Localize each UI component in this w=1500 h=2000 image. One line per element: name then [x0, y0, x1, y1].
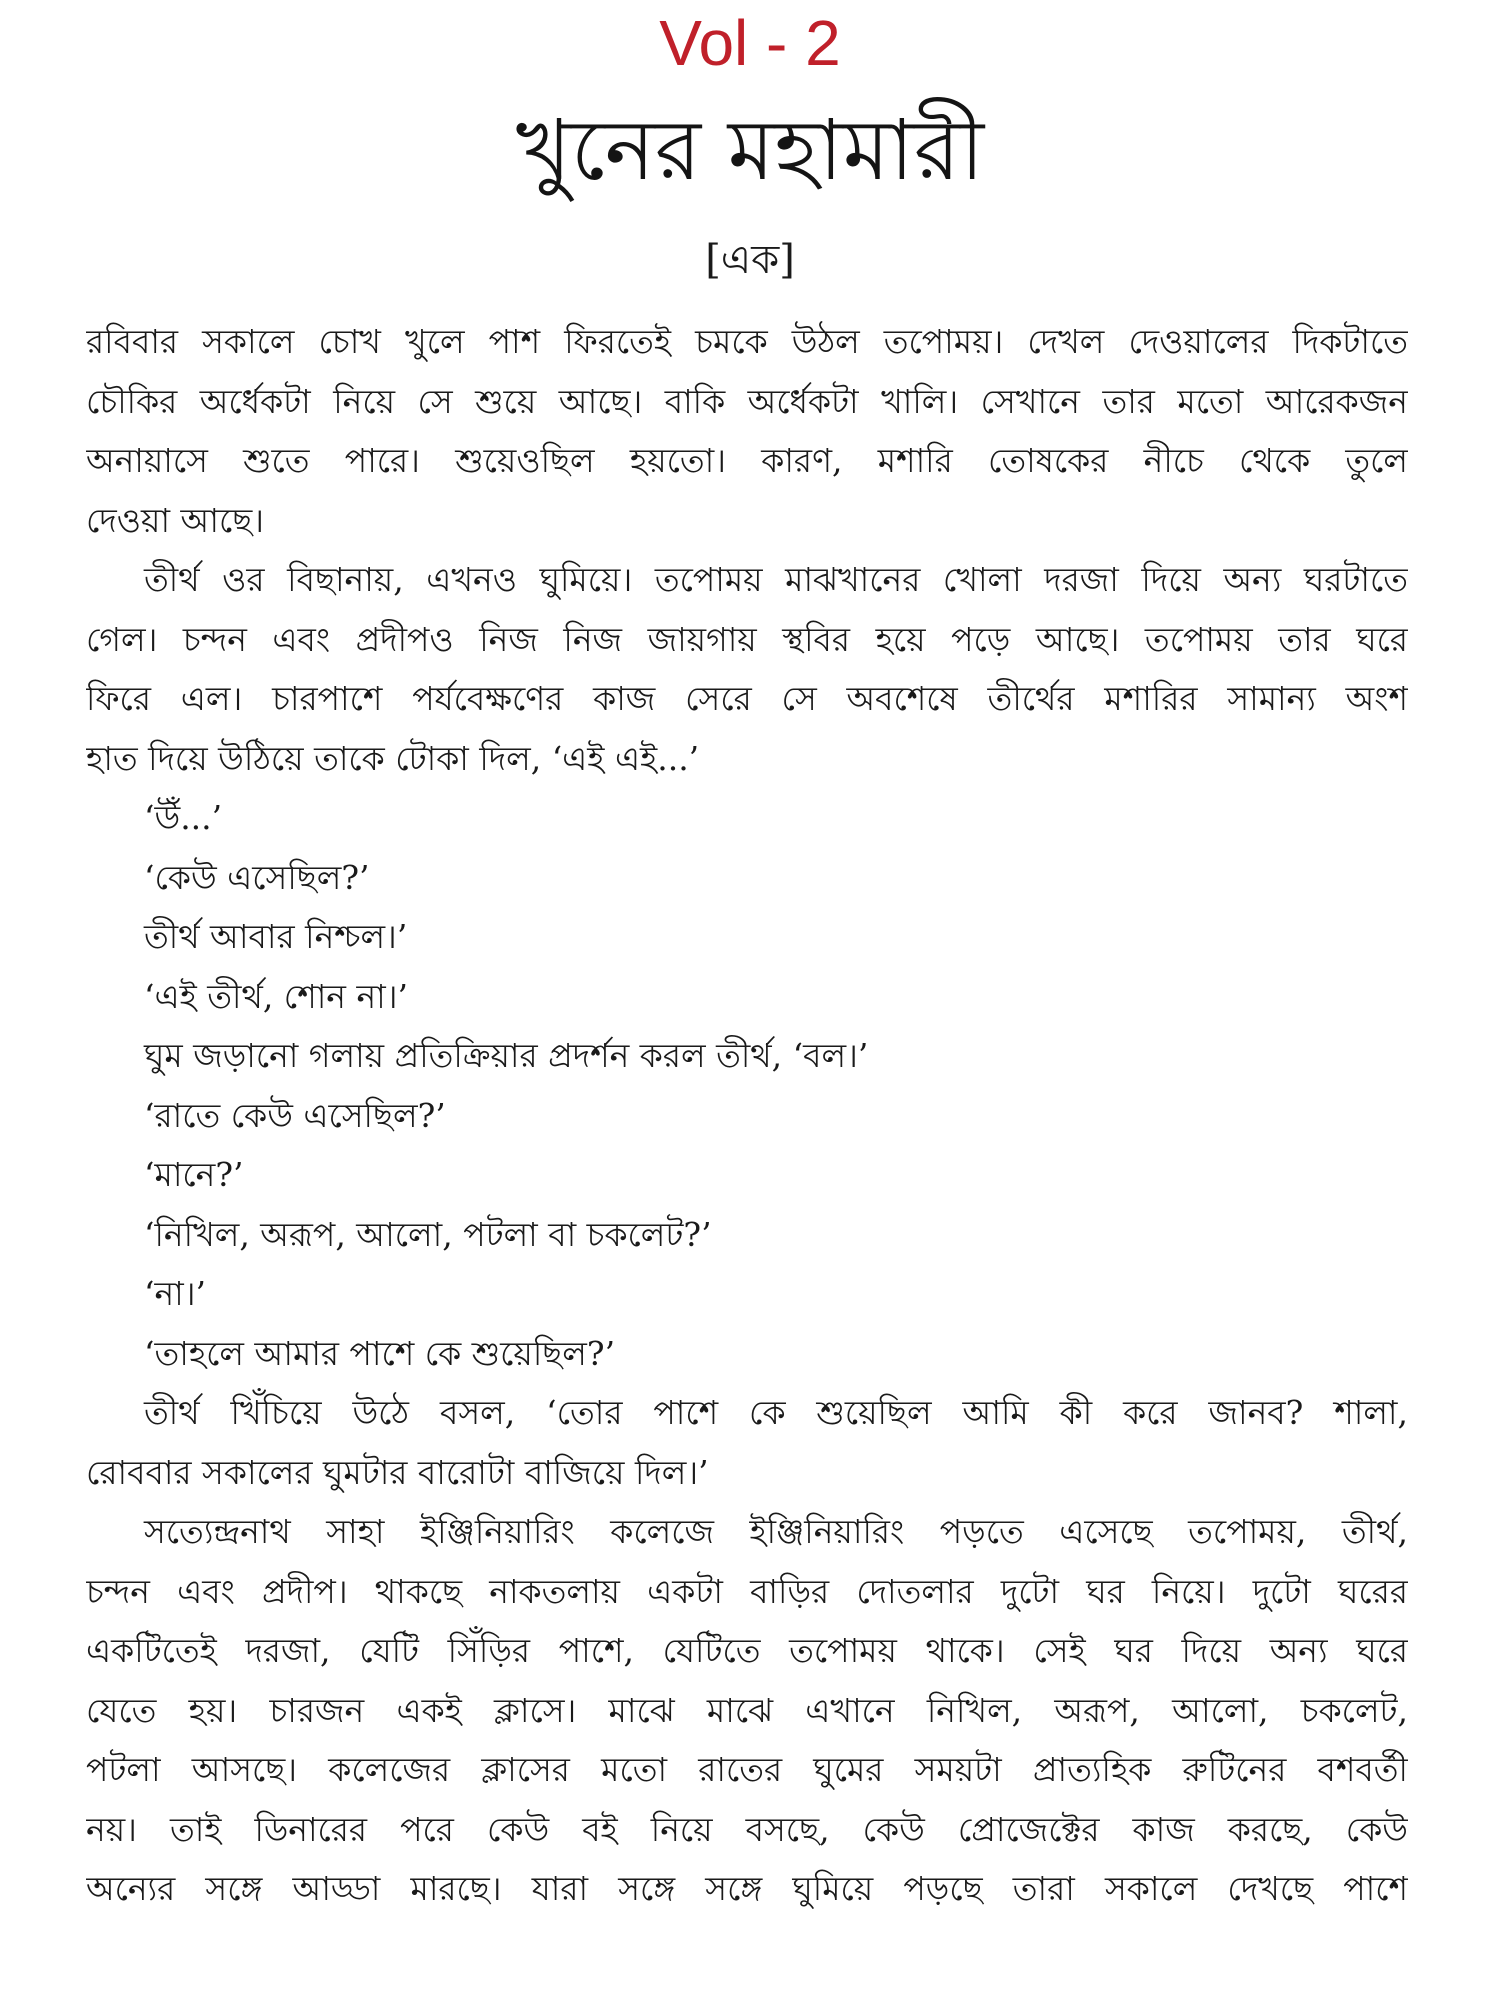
- text-line: রবিবার সকালে চোখ খুলে পাশ ফিরতেই চমকে উঠল তপোময়। দেখল দেওয়ালের দিকটাতে: [86, 322, 1408, 361]
- text-line: নয়। তাই ডিনারের পরে কেউ বই নিয়ে বসছে, কেউ প্রোজেক্টের কাজ করছে, কেউ: [86, 1809, 1408, 1849]
- story-body: [86, 312, 1408, 1919]
- text-line: চৌকির অর্ধেকটা নিয়ে সে শুয়ে আছে। বাকি অর্ধেকটা খালি। সেখানে তার মতো আরেকজন: [86, 381, 1408, 421]
- dialogue-line: ঘুম জড়ানো গলায় প্রতিক্রিয়ার প্রদর্শন করল তীর্থ, ‘বল।’: [144, 1036, 869, 1075]
- text-line: দেওয়া আছে।: [86, 500, 265, 540]
- volume-label: Vol - 2: [659, 7, 841, 79]
- chapter-number: [এক]: [705, 237, 795, 283]
- text-line: পটলা আসছে। কলেজের ক্লাসের মতো রাতের ঘুমের সময়টা প্রাত্যহিক রুটিনের বশবর্তী: [86, 1750, 1408, 1789]
- text-line: অন্যের সঙ্গে আড্ডা মারছে। যারা সঙ্গে সঙ্গে ঘুমিয়ে পড়ছে তারা সকালে দেখছে পাশে: [86, 1869, 1408, 1908]
- text-line: গেল। চন্দন এবং প্রদীপও নিজ নিজ জায়গায় স্থবির হয়ে পড়ে আছে। তপোময় তার ঘরে: [86, 619, 1408, 659]
- dialogue-line: ‘রাতে কেউ এসেছিল?’: [144, 1095, 446, 1135]
- text-line: সত্যেন্দ্রনাথ সাহা ইঞ্জিনিয়ারিং কলেজে ইঞ্জিনিয়ারিং পড়তে এসেছে তপোময়, তীর্থ,: [144, 1512, 1408, 1551]
- text-line: ফিরে এল। চারপাশে পর্যবেক্ষণের কাজ সেরে সে অবশেষে তীর্থের মশারির সামান্য অংশ: [86, 679, 1408, 718]
- dialogue-line: ‘কেউ এসেছিল?’: [144, 857, 370, 897]
- text-line: চন্দন এবং প্রদীপ। থাকছে নাকতলায় একটা বাড়ির দোতলার দুটো ঘর নিয়ে। দুটো ঘরের: [86, 1571, 1408, 1611]
- text-line: অনায়াসে শুতে পারে। শুয়েওছিল হয়তো। কারণ, মশারি তোষকের নীচে থেকে তুলে: [86, 441, 1408, 480]
- dialogue-line: ‘উঁ...’: [144, 798, 223, 837]
- text-line: তীর্থ খিঁচিয়ে উঠে বসল, ‘তোর পাশে কে শুয়েছিল আমি কী করে জানব? শালা,: [144, 1393, 1408, 1432]
- dialogue-line: তীর্থ আবার নিশ্চল।’: [144, 917, 408, 956]
- text-line: যেতে হয়। চারজন একই ক্লাসে। মাঝে মাঝে এখানে নিখিল, অরূপ, আলো, চকলেট,: [86, 1690, 1408, 1730]
- dialogue-line: ‘মানে?’: [144, 1155, 244, 1194]
- dialogue-line: ‘এই তীর্থ, শোন না।’: [144, 976, 409, 1016]
- text-line: হাত দিয়ে উঠিয়ে তাকে টোকা দিল, ‘এই এই...’: [86, 738, 700, 778]
- story-title: খুনের মহামারী: [515, 101, 985, 199]
- text-line: তীর্থ ওর বিছানায়, এখনও ঘুমিয়ে। তপোময় মাঝখানের খোলা দরজা দিয়ে অন্য ঘরটাতে: [144, 560, 1408, 599]
- dialogue-line: ‘নিখিল, অরূপ, আলো, পটলা বা চকলেট?’: [144, 1214, 712, 1254]
- text-line: একটিতেই দরজা, যেটি সিঁড়ির পাশে, যেটিতে তপোময় থাকে। সেই ঘর দিয়ে অন্য ঘরে: [86, 1631, 1408, 1670]
- dialogue-line: ‘না।’: [144, 1274, 207, 1313]
- dialogue-line: ‘তাহলে আমার পাশে কে শুয়েছিল?’: [144, 1333, 616, 1373]
- text-line: রোববার সকালের ঘুমটার বারোটা বাজিয়ে দিল।’: [86, 1452, 709, 1492]
